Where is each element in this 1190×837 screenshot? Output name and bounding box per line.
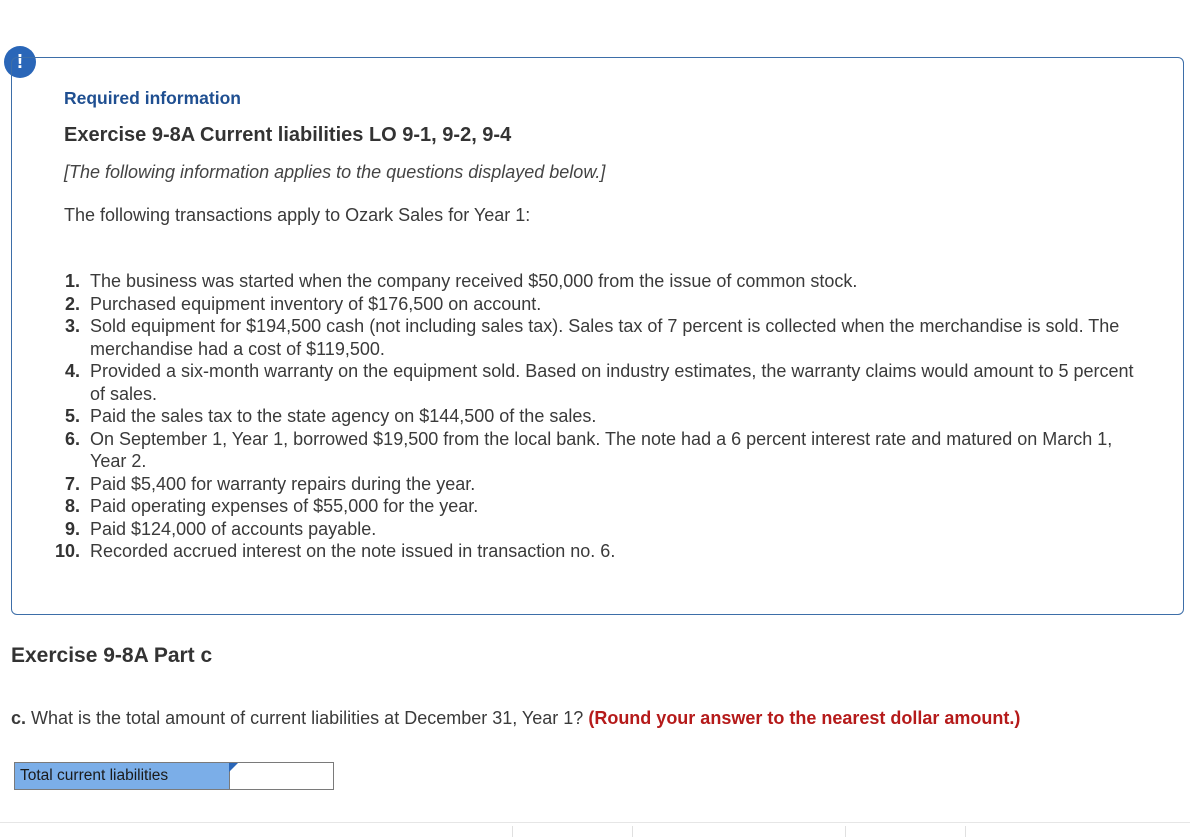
total-current-liabilities-input[interactable] [230,763,333,789]
list-item-number: 5. [64,406,80,426]
list-item-text: Paid the sales tax to the state agency on $144,500 of the sales. [90,406,597,426]
list-item-text: Purchased equipment inventory of $176,500 on account. [90,293,542,314]
question-letter: c. [11,708,27,728]
transaction-list [50,270,1140,563]
list-item [50,293,1140,316]
footer-divider [632,826,633,837]
list-item-text: Recorded accrued interest on the note issued in transaction no. 6. [90,541,616,561]
list-item-number: 6. [64,428,80,449]
list-item [50,495,1140,518]
list-item [50,360,1140,405]
exercise-title: Exercise 9-8A Current liabilities LO 9-1, 9-2, 9-4 [64,124,512,146]
answer-row [14,762,334,790]
list-item-number: 1. [64,271,80,291]
flag-marker-icon [229,763,238,772]
question-text: What is the total amount of current liabilities at December 31, Year 1? [26,708,589,728]
list-item [50,270,1140,293]
intro-text: The following transactions apply to Ozark Sales for Year 1: [64,205,531,225]
rounding-note: (Round your answer to the nearest dollar amount.) [588,708,1021,728]
list-item-text: The business was started when the company received $50,000 from the issue of common stock. [90,271,858,291]
footer-divider [965,826,966,837]
list-item-number: 10. [54,541,80,561]
list-item-text: Paid $5,400 for warranty repairs during the year. [90,473,476,494]
list-item [50,540,1140,563]
list-item [50,473,1140,496]
applies-note: [The following information applies to the questions displayed below.] [64,162,606,182]
list-item-number: 2. [64,293,80,314]
list-item-number: 8. [64,496,80,516]
alert-icon: ! [4,46,36,78]
list-item [50,428,1140,473]
list-item-number: 4. [64,361,80,381]
required-info-heading: Required information [64,88,241,108]
list-item [50,518,1140,541]
list-item-text: Paid operating expenses of $55,000 for the year. [90,496,479,516]
list-item [50,315,1140,360]
list-item-text: Provided a six-month warranty on the equipment sold. Based on industry estimates, the warranty claims would amount to 5 percent of sales. [90,361,1134,404]
part-title: Exercise 9-8A Part c [11,644,213,667]
footer-divider [512,826,513,837]
list-item-text: On September 1, Year 1, borrowed $19,500 from the local bank. The note had a 6 percent interest rate and matured on March 1, Year 2. [90,428,1113,471]
question [11,708,1020,729]
list-item-text: Paid $124,000 of accounts payable. [90,518,377,539]
list-item-number: 7. [64,473,80,494]
footer-divider [845,826,846,837]
list-item-text: Sold equipment for $194,500 cash (not including sales tax). Sales tax of 7 percent is collected when the merchandise is sold. The merchandise had a cost of $119,500. [90,316,1120,359]
footer-divider [0,822,1190,823]
list-item-number: 3. [64,316,80,336]
list-item-number: 9. [64,518,80,539]
list-item [50,405,1140,428]
answer-label: Total current liabilities [15,763,230,789]
